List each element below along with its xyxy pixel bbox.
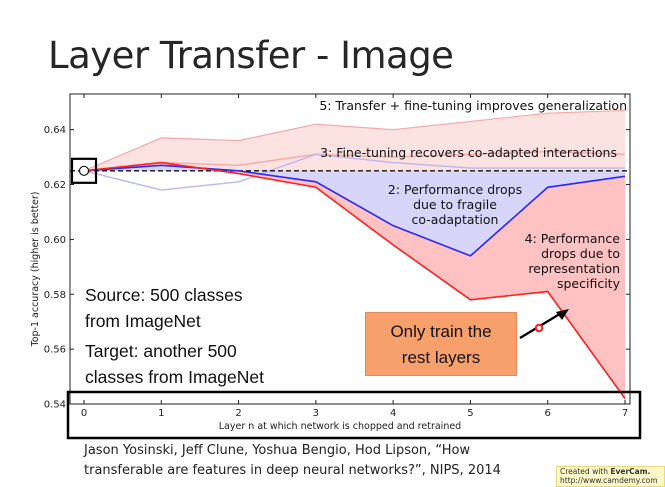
annotation-2-line: 2: Performance drops: [387, 182, 523, 197]
source-text-line: Source: 500 classes: [85, 285, 243, 305]
x-tick-label: 7: [621, 408, 629, 419]
y-tick-label: 0.54: [43, 399, 66, 411]
y-tick-label: 0.56: [43, 344, 66, 356]
annotation-4-line: 4: Performance: [524, 231, 620, 246]
upper-band-area: [84, 110, 625, 170]
callout-line-1: Only train the: [390, 322, 492, 341]
x-tick-label: 1: [158, 408, 165, 419]
annotation-5: 5: Transfer + fine-tuning improves generalization: [319, 98, 627, 113]
y-axis-label: Top-1 accuracy (higher is better): [30, 191, 41, 347]
citation-line-2: transferable are features in deep neural networks?”, NIPS, 2014: [84, 463, 501, 478]
y-tick-label: 0.62: [43, 180, 66, 192]
callout-box: [365, 312, 517, 376]
badge-brand: EverCam.: [610, 467, 651, 476]
x-tick-label: 5: [467, 408, 474, 419]
slide-title: Layer Transfer - Image: [48, 34, 454, 77]
evercam-badge[interactable]: [556, 466, 665, 487]
source-text-line: from ImageNet: [85, 311, 201, 331]
citation-line-1: Jason Yosinski, Jeff Clune, Yoshua Bengio, Hod Lipson, “How: [84, 443, 471, 458]
annotation-4-line: specificity: [556, 276, 620, 291]
x-tick-label: 6: [544, 408, 551, 419]
target-text-line: Target: another 500: [85, 341, 237, 361]
annotation-4-line: representation: [528, 261, 620, 276]
y-tick-label: 0.58: [43, 289, 66, 301]
badge-url: http://www.camdemy.com: [560, 475, 658, 485]
cursor-marker: [536, 325, 542, 331]
callout-line-2: rest layers: [401, 348, 481, 367]
x-tick-label: 4: [389, 408, 397, 419]
x-tick-label: 0: [80, 408, 88, 419]
x-axis-label: Layer n at which network is chopped and retrained: [218, 421, 462, 432]
start-point-marker: [80, 166, 89, 175]
x-tick-label: 3: [312, 408, 320, 419]
x-tick-label: 2: [235, 408, 242, 419]
y-tick-label: 0.64: [43, 125, 66, 137]
annotation-2-line: co-adaptation: [411, 212, 499, 227]
annotation-2-line: due to fragile: [413, 197, 497, 212]
annotation-4-line: drops due to: [541, 246, 620, 261]
citation: [84, 441, 564, 481]
target-text-line: classes from ImageNet: [85, 367, 264, 387]
badge-prefix: Created with: [560, 467, 611, 476]
y-tick-label: 0.60: [43, 234, 66, 246]
annotation-3: 3: Fine-tuning recovers co-adapted interactions: [320, 145, 617, 160]
